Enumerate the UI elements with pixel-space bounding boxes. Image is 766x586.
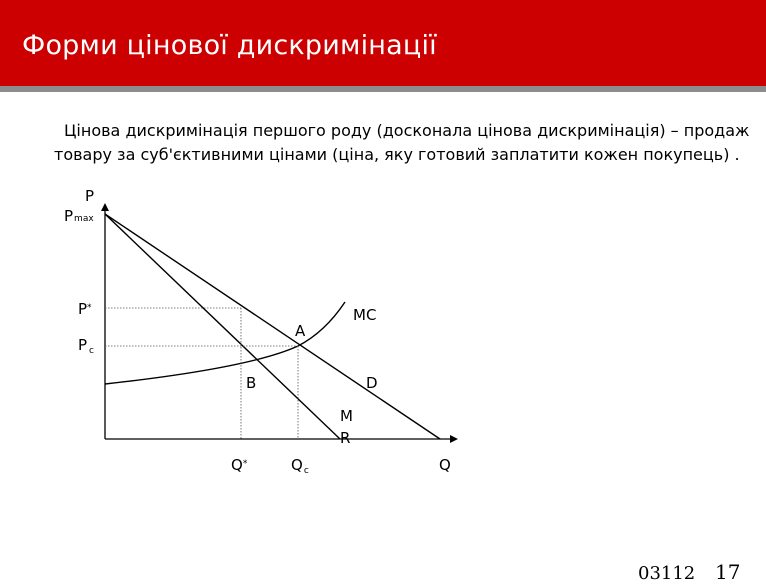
p-c-label: P $_c$ bbox=[78, 336, 94, 356]
footer-code: 03112 bbox=[638, 563, 696, 584]
mc-label: MC bbox=[353, 306, 377, 324]
demand-label: D bbox=[366, 374, 378, 392]
slide-title: Форми цінової дискримінації bbox=[22, 30, 437, 61]
slide-body-text: Цінова дискримінація першого роду (досконала цінова дискримінація) – продаж товару за суб'єктивними цінами (ціна, яку готовий заплатити кожен покупець) . bbox=[54, 121, 750, 164]
x-axis-label: Q bbox=[439, 456, 451, 474]
point-b-label: B bbox=[246, 374, 257, 392]
p-star-label: P* bbox=[78, 300, 92, 318]
demand-curve bbox=[105, 214, 440, 439]
q-c-label: $Q_c$ bbox=[291, 456, 309, 476]
p-max-label: Pmax bbox=[64, 207, 94, 225]
point-a-label: A bbox=[295, 322, 306, 340]
marginal-cost-curve bbox=[105, 302, 345, 384]
mr-label-top: M bbox=[340, 407, 353, 425]
page-number: 17 bbox=[715, 560, 741, 584]
q-star-label: Q* bbox=[231, 456, 248, 474]
mr-label-bottom: R bbox=[340, 429, 351, 447]
y-axis-label: P bbox=[85, 187, 95, 205]
